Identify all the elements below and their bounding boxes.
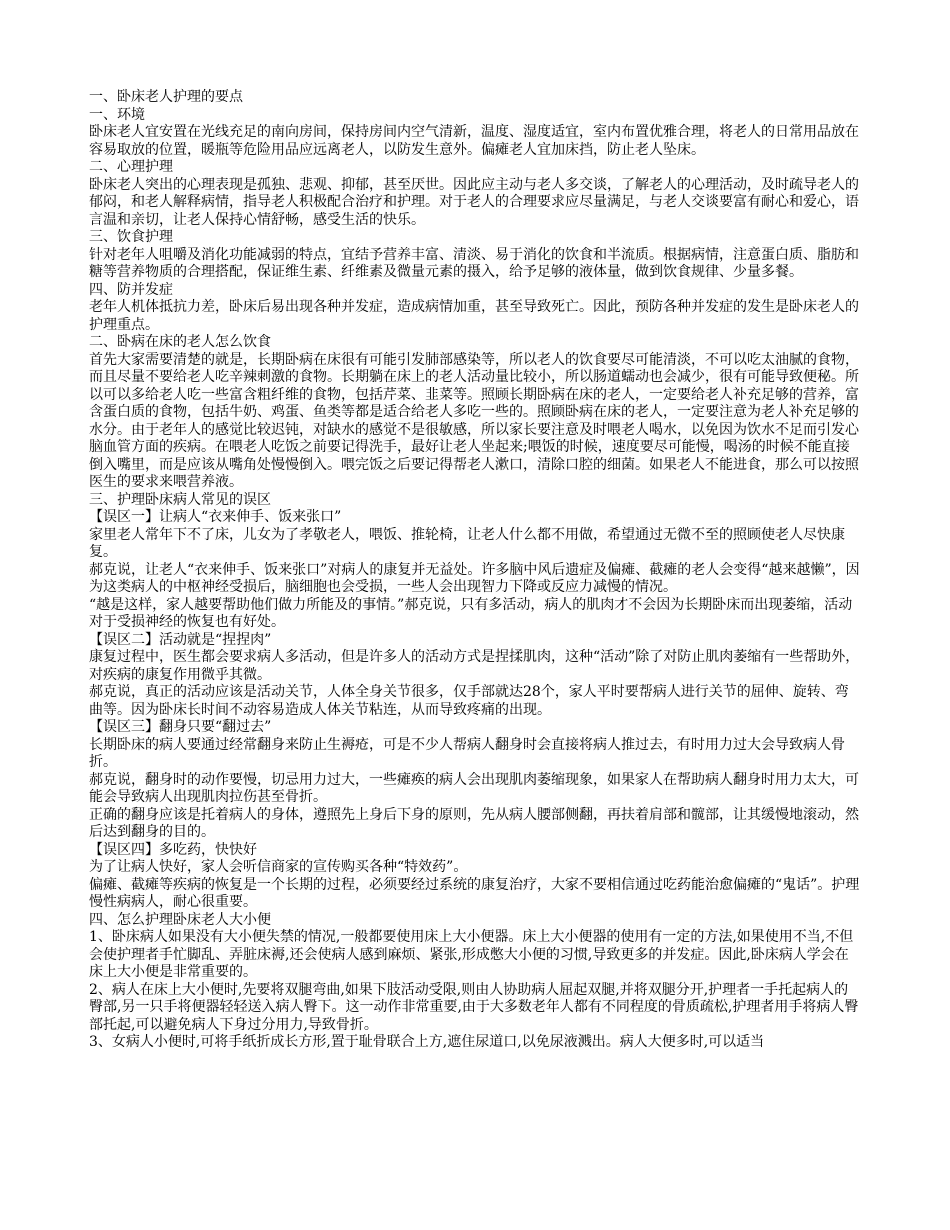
paragraph: “越是这样，家人越要帮助他们做力所能及的事情。”郝克说，只有多活动，病人的肌肉才不会因为长期卧床而出现萎缩，活动对于受损神经的恢复也有好处。 bbox=[89, 596, 853, 630]
paragraph: 二、心理护理 bbox=[89, 159, 173, 175]
paragraph: 老年人机体抵抗力差，卧床后易出现各种并发症，造成病情加重，甚至导致死亡。因此，预防各种并发症的发生是卧床老人的护理重点。 bbox=[89, 299, 859, 333]
paragraph: 【误区四】多吃药，快快好 bbox=[89, 841, 257, 858]
paragraph: 卧床老人突出的心理表现是孤独、悲观、抑郁，甚至厌世。因此应主动与老人多交谈，了解老人的心理活动，及时疏导老人的郁闷，和老人解释病情，指导老人积极配合治疗和护理。对于老人的合理要求应尽量满足，与老人交谈要富有耐心和爱心，语言温和亲切，让老人保持心情舒畅，感受生活的快乐。 bbox=[89, 176, 859, 228]
paragraph: 三、饮食护理 bbox=[89, 229, 173, 245]
paragraph: 【误区二】活动就是“捏捏肉” bbox=[89, 631, 272, 648]
paragraph: 家里老人常年下不了床，儿女为了孝敬老人，喂饭、推轮椅，让老人什么都不用做，希望通过无微不至的照顾使老人尽快康复。 bbox=[89, 526, 845, 560]
paragraph: 三、护理卧床病人常见的误区 bbox=[89, 491, 271, 508]
paragraph: 卧床老人宜安置在光线充足的南向房间，保持房间内空气清新，温度、湿度适宜，室内布置优雅合理，将老人的日常用品放在容易取放的位置，暖瓶等危险用品应远离老人，以防发生意外。偏瘫老人宜加床挡，防止老人坠床。 bbox=[89, 124, 859, 158]
paragraph: 四、防并发症 bbox=[89, 281, 173, 298]
paragraph: 二、卧病在床的老人怎么饮食 bbox=[89, 334, 271, 350]
paragraph: 为了让病人快好，家人会听信商家的宣传购买各种“特效药”。 bbox=[89, 859, 468, 875]
paragraph: 【误区三】翻身只要“翻过去” bbox=[89, 719, 272, 735]
paragraph: 2、病人在床上大小便时,先要将双腿弯曲,如果下肢活动受限,则由人协助病人屈起双腿,并将双腿分开,护理者一手托起病人的臀部,另一只手将便器轻轻送入病人臀下。这一动作非常重要,由于大多数老年人都有不同程度的骨质疏松,护理者用手将病人臀部托起,可以避免病人下身过分用力,导致骨折。 bbox=[89, 981, 859, 1033]
paragraph: 康复过程中，医生都会要求病人多活动，但是许多人的活动方式是捏揉肌肉，这种“活动”除了对防止肌肉萎缩有一些帮助外，对疾病的康复作用微乎其微。 bbox=[89, 649, 860, 683]
paragraph: 首先大家需要清楚的就是，长期卧病在床很有可能引发肺部感染等，所以老人的饮食要尽可能清淡，不可以吃太油腻的食物，而且尽量不要给老人吃辛辣刺激的食物。长期躺在床上的老人活动量比较小，所以肠道蠕动也会减少，很有可能导致便秘。所以可以多给老人吃一些富含粗纤维的食物，包括芹菜、韭菜等。照顾长期卧病在床的老人，一定要给老人补充足够的营养，富含蛋白质的食物，包括牛奶、鸡蛋、鱼类等都是适合给老人多吃一些的。照顾卧病在床的老人，一定要注意为老人补充足够的水分。由于老年人的感觉比较迟钝，对缺水的感觉不是很敏感，所以家长要注意及时喂老人喝水，以免因为饮水不足而引发心脑血管方面的疾病。在喂老人吃饭之前要记得洗手，最好让老人坐起来;喂饭的时候，速度要尽可能慢，喝汤的时候不能直接倒入嘴里，而是应该从嘴角处慢慢倒入。喂完饭之后要记得帮老人漱口，清除口腔的细菌。如果老人不能进食，那么可以按照医生的要求来喂营养液。 bbox=[89, 351, 859, 490]
paragraph: 郝克说，翻身时的动作要慢，切忌用力过大，一些瘫痪的病人会出现肌肉萎缩现象，如果家人在帮助病人翻身时用力太大，可能会导致病人出现肌肉拉伤甚至骨折。 bbox=[89, 771, 859, 805]
paragraph: 偏瘫、截瘫等疾病的恢复是一个长期的过程，必须要经过系统的康复治疗，大家不要相信通过吃药能治愈偏瘫的“鬼话”。护理慢性病病人，耐心很重要。 bbox=[89, 876, 860, 910]
paragraph: 针对老年人咀嚼及消化功能减弱的特点，宜结予营养丰富、清淡、易于消化的饮食和半流质。根据病情，注意蛋白质、脂肪和糖等营养物质的合理搭配，保证维生素、纤维素及微量元素的摄入，给予足够的液体量，做到饮食规律、少量多餐。 bbox=[89, 246, 859, 280]
document-body bbox=[89, 89, 861, 1052]
paragraph: 郝克说，真正的活动应该是活动关节，人体全身关节很多，仅手部就达28个，家人平时要帮病人进行关节的屈伸、旋转、弯曲等。因为卧床长时间不动容易造成人体关节粘连，从而导致疼痛的出现。 bbox=[89, 684, 849, 718]
paragraph: 郝克说，让老人“衣来伸手、饭来张口”对病人的康复并无益处。许多脑中风后遗症及偏瘫、截瘫的老人会变得“越来越懒”，因为这类病人的中枢神经受损后，脑细胞也会受损，一些人会出现智力下降或反应力减慢的情况。 bbox=[89, 561, 860, 595]
paragraph: 1、卧床病人如果没有大小便失禁的情况,一般都要使用床上大小便器。床上大小便器的使用有一定的方法,如果使用不当,不但会使护理者手忙脚乱、弄脏床褥,还会使病人感到麻烦、紧张,形成憋大小便的习惯,导致更多的并发症。因此,卧床病人学会在床上大小便是非常重要的。 bbox=[89, 929, 854, 980]
paragraph: 一、环境 bbox=[89, 106, 145, 123]
paragraph: 正确的翻身应该是托着病人的身体，遵照先上身后下身的原则，先从病人腰部侧翻，再扶着肩部和髋部，让其缓慢地滚动，然后达到翻身的目的。 bbox=[89, 806, 859, 840]
paragraph: 【误区一】让病人“衣来伸手、饭来张口” bbox=[89, 509, 342, 525]
paragraph: 一、卧床老人护理的要点 bbox=[89, 89, 243, 105]
paragraph: 四、怎么护理卧床老人大小便 bbox=[89, 911, 271, 928]
paragraph: 长期卧床的病人要通过经常翻身来防止生褥疮，可是不少人帮病人翻身时会直接将病人推过去，有时用力过大会导致病人骨折。 bbox=[89, 736, 845, 770]
paragraph: 3、女病人小便时,可将手纸折成长方形,置于耻骨联合上方,遮住尿道口,以免尿液溅出。病人大便多时,可以适当 bbox=[89, 1034, 765, 1050]
